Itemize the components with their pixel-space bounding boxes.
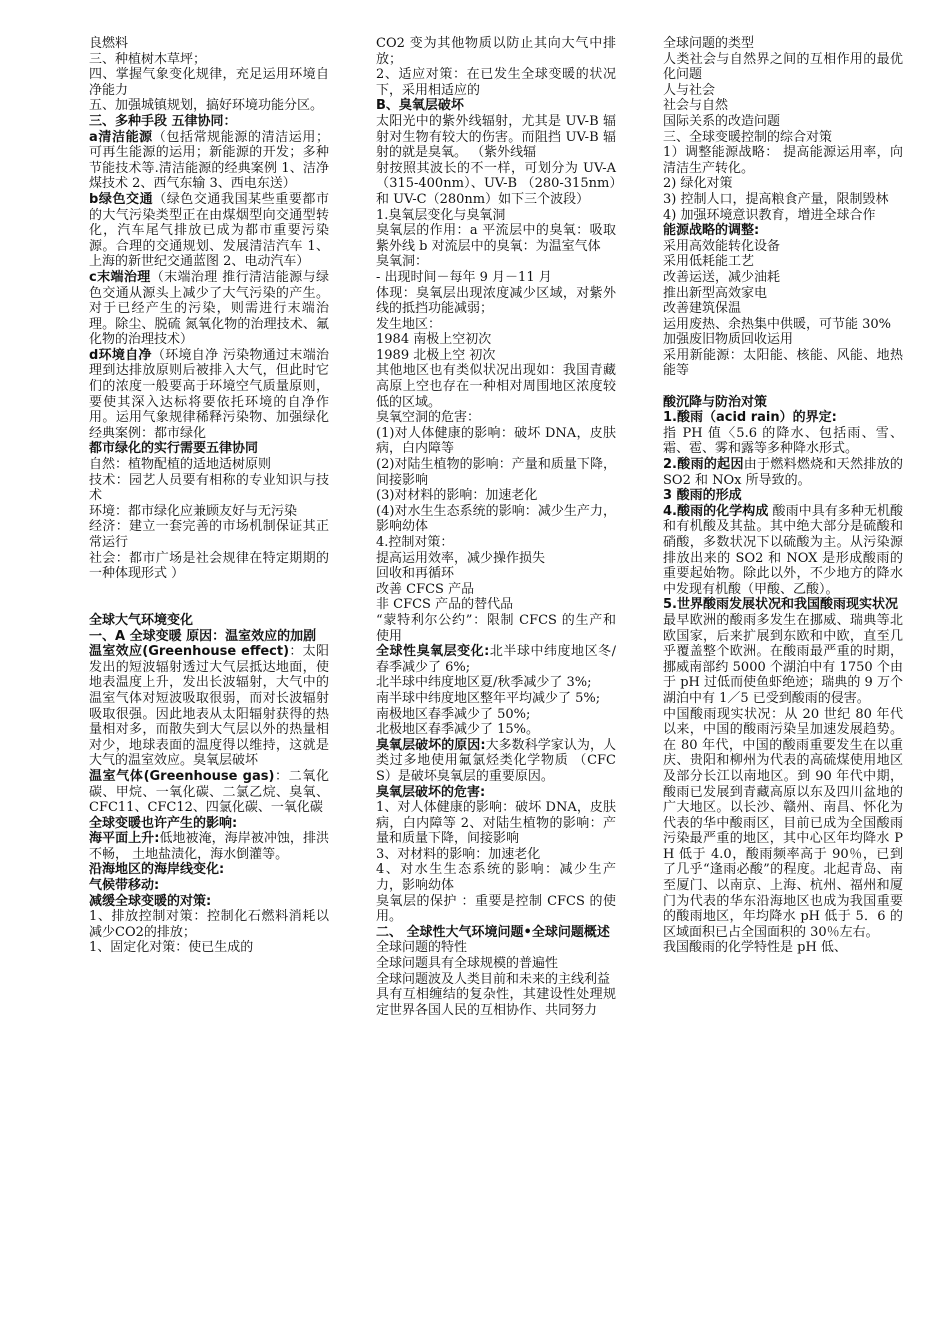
paragraph (663, 254, 903, 270)
section-heading (89, 613, 329, 629)
paragraph-text: 三、多种手段 五律协同： (89, 113, 237, 129)
section-heading (376, 98, 616, 114)
paragraph (376, 208, 616, 224)
inline-heading: 全球性臭氧层变化: (376, 644, 490, 660)
paragraph-text: (4)对水生生态系统的影响：减少生产力，影响幼体 (376, 503, 616, 535)
paragraph (663, 707, 903, 941)
paragraph (376, 722, 616, 738)
paragraph-text: CO2 变为其他物质以防止其向大气中排放； (376, 36, 616, 67)
paragraph-text: 回收和再循环 (376, 566, 455, 582)
paragraph-text: - 出现时间－每年 9 月－11 月 (376, 269, 552, 285)
inline-heading: d环境自净 (89, 347, 152, 363)
paragraph (89, 831, 329, 862)
paragraph-text: 环境：都市绿化应兼顾友好与无污染 (89, 503, 298, 519)
paragraph (376, 254, 616, 270)
paragraph (663, 940, 903, 956)
paragraph-text: 我国酸雨的化学特性是 pH 低、 (663, 940, 847, 956)
paragraph (663, 52, 903, 83)
paragraph-text: 推出新型高效家电 (663, 285, 768, 301)
paragraph (89, 473, 329, 504)
paragraph-text: 气候带移动: (89, 878, 160, 894)
paragraph-text: 南极地区春季减少了 50%; (376, 706, 531, 722)
paragraph-text: 臭氧洞： (376, 254, 429, 270)
paragraph-text: 技术：园艺人员要有相称的专业知识与技术 (89, 472, 329, 504)
paragraph-text: 采用高效能转化设备 (663, 238, 781, 254)
paragraph (89, 130, 329, 192)
paragraph (663, 239, 903, 255)
paragraph-text: 北半球中纬度地区夏/秋季减少了 3%; (376, 675, 592, 691)
paragraph (89, 769, 329, 816)
paragraph (376, 223, 616, 254)
inline-heading: 2.酸雨的起因 (663, 457, 744, 473)
paragraph (376, 551, 616, 567)
paragraph (376, 504, 616, 535)
paragraph (89, 270, 329, 348)
paragraph-text: 太阳光中的紫外线辐射，尤其是 UV-B 辐射对生物有较大的伤害。而阻挡 UV-B 辐射的就是臭氧。 （紫外线辐 (376, 113, 616, 161)
paragraph (376, 332, 616, 348)
paragraph (89, 644, 329, 769)
paragraph-text: 臭氧层破坏的危害: (376, 784, 486, 800)
paragraph (89, 551, 329, 582)
paragraph (376, 613, 616, 644)
paragraph-text: 提高运用效率，减少操作损失 (376, 550, 546, 566)
paragraph-text: 大多数科学家认为，人类过多地使用氟氯烃类化学物质 （CFCS）是破坏臭氧层的重要原因。 (376, 737, 616, 784)
paragraph (663, 83, 903, 99)
paragraph-text: 2、适应对策：在已发生全球变暖的状况下，采用相适应的 (376, 67, 616, 98)
paragraph (376, 582, 616, 598)
paragraph (376, 36, 616, 67)
paragraph-text: 全球问题波及人类目前和未来的主线利益 (376, 971, 611, 987)
paragraph-text: 3 酸雨的形成 (663, 488, 742, 504)
section-heading (663, 410, 903, 426)
paragraph-text: 射按照其波长的不一样，可划分为 UV-A（315-400nm）、UV-B （280-315nm）和 UV-C（280nm）如下三个波段） (376, 160, 616, 207)
paragraph (89, 504, 329, 520)
paragraph-text: 其他地区也有类似状况出现如：我国青藏高原上空也存在一种相对周围地区浓度较低的区域。 (376, 363, 616, 410)
inline-heading: 4.酸雨的化学构成 (663, 503, 769, 519)
paragraph (89, 52, 329, 68)
paragraph (663, 270, 903, 286)
section-heading (89, 878, 329, 894)
paragraph-text: 臭氧空洞的危害： (376, 410, 481, 426)
section-heading (376, 785, 616, 801)
column-right (663, 36, 903, 956)
paragraph-text: 4、对水生生态系统的影响：减少生产力，影响幼体 (376, 862, 616, 894)
paragraph-text: 自然：植物配植的适地适树原则 (89, 457, 272, 473)
paragraph-text: 社会：都市广场是社会规律在特定期期的一种体现形式 ） (89, 550, 329, 582)
paragraph-text: （末端治理 推行清洁能源与绿色交通从源头上减少了大气污染的产生。对于已经产生的污染，则需进行末端治理。除尘、脱硫 氮氧化物的治理技术、氟化物的治理技术） (89, 269, 329, 348)
paragraph (663, 98, 903, 114)
paragraph (663, 348, 903, 379)
section-heading (89, 441, 329, 457)
paragraph-text: 全球问题的类型 (663, 36, 755, 51)
paragraph (663, 504, 903, 598)
paragraph-text: 2) 绿化对策 (663, 176, 733, 192)
paragraph (376, 800, 616, 847)
paragraph-text: 低地被淹，海岸被冲蚀，排洪不畅， 土地盐渍化，海水倒灌等。 (89, 831, 329, 862)
paragraph-text: 加强废旧物质回收运用 (663, 332, 794, 348)
inline-heading: 海平面上升: (89, 831, 160, 847)
paragraph-text: 减缓全球变暖的对策: (89, 893, 212, 909)
paragraph-text: 4.控制对策： (376, 535, 454, 550)
paragraph-text: 四、掌握气象变化规律，充足运用环境自净能力 (89, 67, 329, 98)
paragraph-text: 发生地区： (376, 316, 442, 332)
column-middle (376, 36, 616, 1018)
paragraph-text: 臭氧层的保护 ：重要是控制 CFCS 的使用。 (376, 893, 616, 925)
paragraph (89, 98, 329, 114)
paragraph (376, 363, 616, 410)
paragraph (376, 894, 616, 925)
paragraph-text: ：太阳发出的短波辐射透过大气层抵达地面，使地表温度上升，发出长波辐射，大气中的温室气体对短波吸取很弱，而对长波辐射吸取很强。因此地表从太阳辐射获得的热量相对多，而散失到大气层以外的热量相对少，地球表面的温度得以维持，这就是大气的温室效应。臭氧层破坏 (89, 644, 329, 769)
paragraph-text: 全球大气环境变化 (89, 612, 194, 628)
paragraph-text: 酸沉降与防治对策 (663, 394, 768, 410)
paragraph-text: 1.酸雨（acid rain）的界定: (663, 410, 837, 426)
paragraph-text: 中国酸雨现实状况：从 20 世纪 80 年代以来，中国的酸雨污染呈加速发展趋势。在 80 年代，中国的酸雨重要发生在以重庆、贵阳和柳州为代表的高硫煤使用地区及部分长江以南地区。到 90 年代中期，酸雨已发展到青藏高原以东及四川盆地的广大地区。以长沙、赣州、南昌、怀化为代表的华中酸雨区，目前已成为全国酸雨污染最严重的地区，其中心区年均降水 PH 低于 4.0，酸雨频率高于 90％，已到了几乎“逢雨必酸”的程度。北起青岛、南至厦门、以南京、上海、杭州、福州和厦门为代表的华东沿海地区也成为我国重要的酸雨地区，年均降水 pH 低于 5．6 的区域面积已占全国面积的 30％左右。 (663, 706, 903, 940)
paragraph (663, 192, 903, 208)
paragraph (663, 208, 903, 224)
paragraph-text: 1984 南极上空初次 (376, 332, 492, 348)
paragraph-text: 改善建筑保温 (663, 301, 742, 317)
paragraph (376, 114, 616, 161)
paragraph-text: 1、排放控制对策：控制化石燃料消耗以减少CO2的排放； (89, 909, 329, 940)
paragraph (89, 67, 329, 98)
paragraph-text: 改善 CFCS 产品 (376, 581, 475, 597)
paragraph (663, 176, 903, 192)
paragraph-text: （环境自净 污染物通过末端治理到达排放原则后被排入大气，但此时它们的浓度一般要高于环境空气质量原则，要使其深入达标将要依托环境的自净作用。运用气象规律稀释污染物、加强绿化 经典案例：都市绿化 (89, 347, 329, 441)
section-heading (89, 894, 329, 910)
inline-heading: 温室气体(Greenhouse gas) (89, 768, 275, 784)
paragraph-text: B、臭氧层破坏 (376, 98, 464, 114)
paragraph (89, 940, 329, 956)
blank-line (663, 379, 903, 395)
paragraph-text: 4) 加强环境意识教育，增进全球合作 (663, 207, 876, 223)
paragraph-text: “蒙特利尔公约”：限制 CFCS 的生产和使用 (376, 612, 616, 644)
paragraph (376, 707, 616, 723)
section-heading (376, 925, 616, 941)
paragraph (376, 488, 616, 504)
paragraph (663, 130, 903, 146)
paragraph-text: 5.世界酸雨发展状况和我国酸雨现实状况 (663, 597, 898, 613)
paragraph (663, 114, 903, 130)
paragraph-text: （绿色交通我国某些重要都市的大气污染类型正在由煤烟型向交通型转化，汽车尾气排放已成为都市重要污染源。合理的交通规划、发展清洁汽车 1、上海的新世纪交通蓝图 2、电动汽车） (89, 191, 329, 270)
paragraph-text: 1989 北极上空 初次 (376, 347, 496, 363)
paragraph-text: 1、对人体健康的影响：破坏 DNA，皮肤病，白内障等 2、对陆生植物的影响：产量和质量下降，间接影响 (376, 800, 616, 847)
inline-heading: c末端治理 (89, 269, 151, 285)
paragraph-text: 1、固定化对策：使已生成的 (89, 940, 254, 956)
paragraph (663, 145, 903, 176)
section-heading (663, 488, 903, 504)
paragraph (89, 519, 329, 550)
paragraph-text: 二、 全球性大气环境问题•全球问题概述 (376, 924, 610, 940)
paragraph (376, 317, 616, 333)
paragraph-text: 改善运送，减少油耗 (663, 269, 781, 285)
paragraph-text: (2)对陆生植物的影响：产量和质量下降，间接影响 (376, 457, 616, 488)
paragraph (89, 36, 329, 52)
paragraph (89, 192, 329, 270)
paragraph-text: 经济：建立一套完善的市场机制保证其正常运行 (89, 519, 329, 550)
paragraph-text: 社会与自然 (663, 98, 729, 114)
paragraph-text: 体现：臭氧层出现浓度减少区域，对紫外线的抵挡功能减弱； (376, 285, 616, 317)
paragraph (376, 67, 616, 98)
paragraph (376, 987, 616, 1018)
paragraph-text: 人类社会与自然界之间的互相作用的最优化问题 (663, 51, 903, 83)
paragraph (376, 675, 616, 691)
paragraph (376, 972, 616, 988)
paragraph (376, 940, 616, 956)
paragraph (376, 410, 616, 426)
section-heading (89, 114, 329, 130)
paragraph-text: 南半球中纬度地区整年平均减少了 5%; (376, 690, 601, 706)
paragraph (663, 301, 903, 317)
paragraph-text: （包括常规能源的清洁运用；可再生能源的运用；新能源的开发；多种节能技术等.清洁能源的经典案例 1、洁净煤技术 2、西气东输 3、西电东送） (89, 129, 329, 192)
paragraph-text: 3、对材料的影响：加速老化 (376, 846, 541, 862)
paragraph-text: 3) 控制人口，提高粮食产量，限制毁林 (663, 191, 889, 207)
inline-heading: 臭氧层破坏的原因: (376, 737, 486, 753)
paragraph (376, 535, 616, 551)
section-heading (663, 395, 903, 411)
paragraph-text: 良燃料 (89, 36, 129, 51)
paragraph-text: 指 PH 值〈5.6 的降水、包括雨、雪、霜、雹、雾和露等多种降水形式。 (663, 425, 903, 457)
paragraph (376, 566, 616, 582)
paragraph-text: 沿海地区的海岸线变化: (89, 862, 225, 878)
inline-heading: 温室效应(Greenhouse effect) (89, 644, 290, 660)
paragraph-text: 非 CFCS 产品的替代品 (376, 597, 514, 613)
paragraph (663, 286, 903, 302)
paragraph-text: (1)对人体健康的影响：破坏 DNA，皮肤病，白内障等 (376, 425, 616, 457)
paragraph-text: 全球问题具有全球规模的普遍性 (376, 956, 559, 972)
paragraph (663, 457, 903, 488)
paragraph-text: 臭氧层的作用：a 平流层中的臭氧：吸取紫外线 b 对流层中的臭氧：为温室气体 (376, 223, 616, 254)
paragraph-text: 全球问题的特性 (376, 940, 468, 956)
paragraph (376, 597, 616, 613)
paragraph-text: 北极地区春季减少了 15%。 (376, 722, 540, 738)
paragraph (89, 457, 329, 473)
paragraph-text: 能源战略的调整: (663, 223, 760, 239)
paragraph (376, 738, 616, 785)
paragraph (89, 348, 329, 442)
inline-heading: b绿色交通 (89, 191, 154, 207)
paragraph (376, 348, 616, 364)
paragraph-text: 人与社会 (663, 82, 716, 98)
paragraph (376, 691, 616, 707)
blank-line (89, 582, 329, 598)
paragraph-text: (3)对材料的影响：加速老化 (376, 488, 538, 504)
paragraph (376, 956, 616, 972)
paragraph (376, 286, 616, 317)
paragraph (89, 909, 329, 940)
paragraph-text: 都市绿化的实行需要五律协同 (89, 441, 259, 457)
paragraph (376, 457, 616, 488)
paragraph-text: ：二氧化碳、甲烷、一氧化碳、二氯乙烷、臭氧、CFC11、CFC12、四氯化碳、一氧化碳 (89, 768, 329, 816)
paragraph-text: 国际关系的改造问题 (663, 113, 781, 129)
paragraph (376, 862, 616, 893)
paragraph-text: 三、种植树木草坪； (89, 51, 207, 67)
paragraph (663, 317, 903, 333)
paragraph-text: 运用废热、余热集中供暖，可节能 30% (663, 316, 892, 332)
paragraph (663, 613, 903, 707)
section-heading (663, 223, 903, 239)
paragraph (663, 426, 903, 457)
section-heading (663, 597, 903, 613)
blank-line (89, 597, 329, 613)
paragraph-text: 1.臭氧层变化与臭氧洞 (376, 207, 506, 223)
paragraph (376, 426, 616, 457)
paragraph-text: 最早欧洲的酸雨多发生在挪威、瑞典等北欧国家，后来扩展到东欧和中欧，直至几乎覆盖整个欧洲。在酸雨最严重的时期，挪威南部约 5000 个湖泊中有 1750 个由于 pH 过低而使鱼虾绝迹；瑞典的 9 万个湖泊中有 1／5 已受到酸雨的侵害。 (663, 612, 903, 706)
paragraph-text: 酸雨中具有多种无机酸和有机酸及其盐。其中绝大部分是硫酸和硝酸，多数状况下以硫酸为主。从污染源排放出来的 SO2 和 NOX 是形成酸雨的重要起始物。除此以外，不少地方的降水中发现有机酸（甲酸、乙酸）。 (663, 503, 903, 597)
paragraph (663, 36, 903, 52)
paragraph-text: 北半球中纬度地区冬/春季减少了 6%; (376, 644, 616, 675)
paragraph (376, 270, 616, 286)
paragraph-text: 采用低耗能工艺 (663, 254, 755, 270)
paragraph-text: 1）调整能源战略： 提高能源运用率，向清洁生产转化。 (663, 145, 903, 176)
paragraph (376, 161, 616, 208)
paragraph-text: 由于燃料燃烧和天然排放的 SO2 和 NOx 所导致的。 (663, 457, 903, 488)
paragraph-text: 具有互相缠结的复杂性，其建设性处理规定世界各国人民的互相协作、共同努力 (376, 987, 616, 1018)
inline-heading: a清洁能源 (89, 129, 153, 145)
paragraph-text: 五、加强城镇规划，搞好环境功能分区。 (89, 98, 324, 114)
paragraph (663, 332, 903, 348)
section-heading (89, 629, 329, 645)
paragraph (376, 644, 616, 675)
section-heading (89, 862, 329, 878)
paragraph-text: 三、全球变暖控制的综合对策 (663, 129, 833, 145)
section-heading (89, 816, 329, 832)
column-left (89, 36, 329, 956)
paragraph-text: 全球变暖也许产生的影响: (89, 815, 238, 831)
paragraph (376, 847, 616, 863)
paragraph-text: 一、A 全球变暖 原因：温室效应的加剧 (89, 628, 317, 644)
paragraph-text: 采用新能源：太阳能、核能、风能、地热能等 (663, 347, 903, 379)
